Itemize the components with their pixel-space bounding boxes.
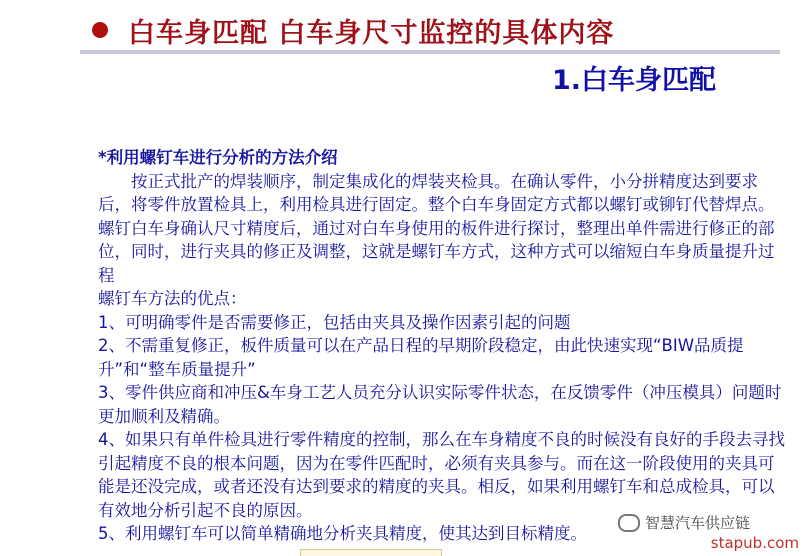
watermark-text: 智慧汽车供应链 bbox=[645, 514, 751, 532]
section-subtitle: 1.白车身匹配 bbox=[552, 65, 717, 96]
advantages-title: 螺钉车方法的优点： bbox=[98, 289, 247, 308]
wechat-icon bbox=[618, 514, 640, 532]
advantage-item-3: 3、零件供应商和冲压&车身工艺人员充分认识实际零件状态，在反馈零件（冲压模具）问题时更加顺利及精确。 bbox=[98, 383, 782, 426]
next-slide-edge bbox=[300, 549, 442, 556]
slide-title: 白车身匹配 白车身尺寸监控的具体内容 bbox=[128, 17, 615, 49]
method-paragraph: 按正式批产的焊装顺序，制定集成化的焊装夹检具。在确认零件，小分拼精度达到要求后，将零件放置检具上，利用检具进行固定。整个白车身固定方式都以螺钉或铆钉代替焊点。螺钉白车身确认尺寸精度后，通过对白车身使用的板件进行探讨，整理出单件需进行修正的部位，同时，进行夹具的修正及调整，这就是螺钉车方式，这种方式可以缩短白车身质量提升过程 bbox=[98, 171, 775, 285]
advantage-item-1: 1、可明确零件是否需要修正，包括由夹具及操作因素引起的问题 bbox=[98, 312, 571, 332]
watermark bbox=[614, 512, 754, 533]
title-divider bbox=[80, 50, 780, 54]
advantage-item-4: 4、如果只有单件检具进行零件精度的控制，那么在车身精度不良的时候没有良好的手段去寻找引起精度不良的根本问题，因为在零件匹配时，必须有夹具参与。而在这一阶段使用的夹具可能是还没完成，或者还没有达到要求的精度的夹具。相反，如果利用螺钉车和总成检具，可以有效地分析引起不良的原因。 bbox=[98, 430, 785, 520]
method-heading: *利用螺钉车进行分析的方法介绍 bbox=[98, 148, 338, 167]
slide-body bbox=[98, 146, 788, 546]
slide-header bbox=[92, 10, 614, 50]
site-watermark: stapub.com bbox=[710, 534, 799, 552]
advantage-item-2: 2、不需重复修正，板件质量可以在产品日程的早期阶段稳定，由此快速实现“BIW品质提升”和“整车质量提升” bbox=[98, 336, 744, 379]
bullet-icon bbox=[92, 22, 108, 38]
advantage-item-5: 5、利用螺钉车可以简单精确地分析夹具精度，使其达到目标精度。 bbox=[98, 524, 587, 543]
